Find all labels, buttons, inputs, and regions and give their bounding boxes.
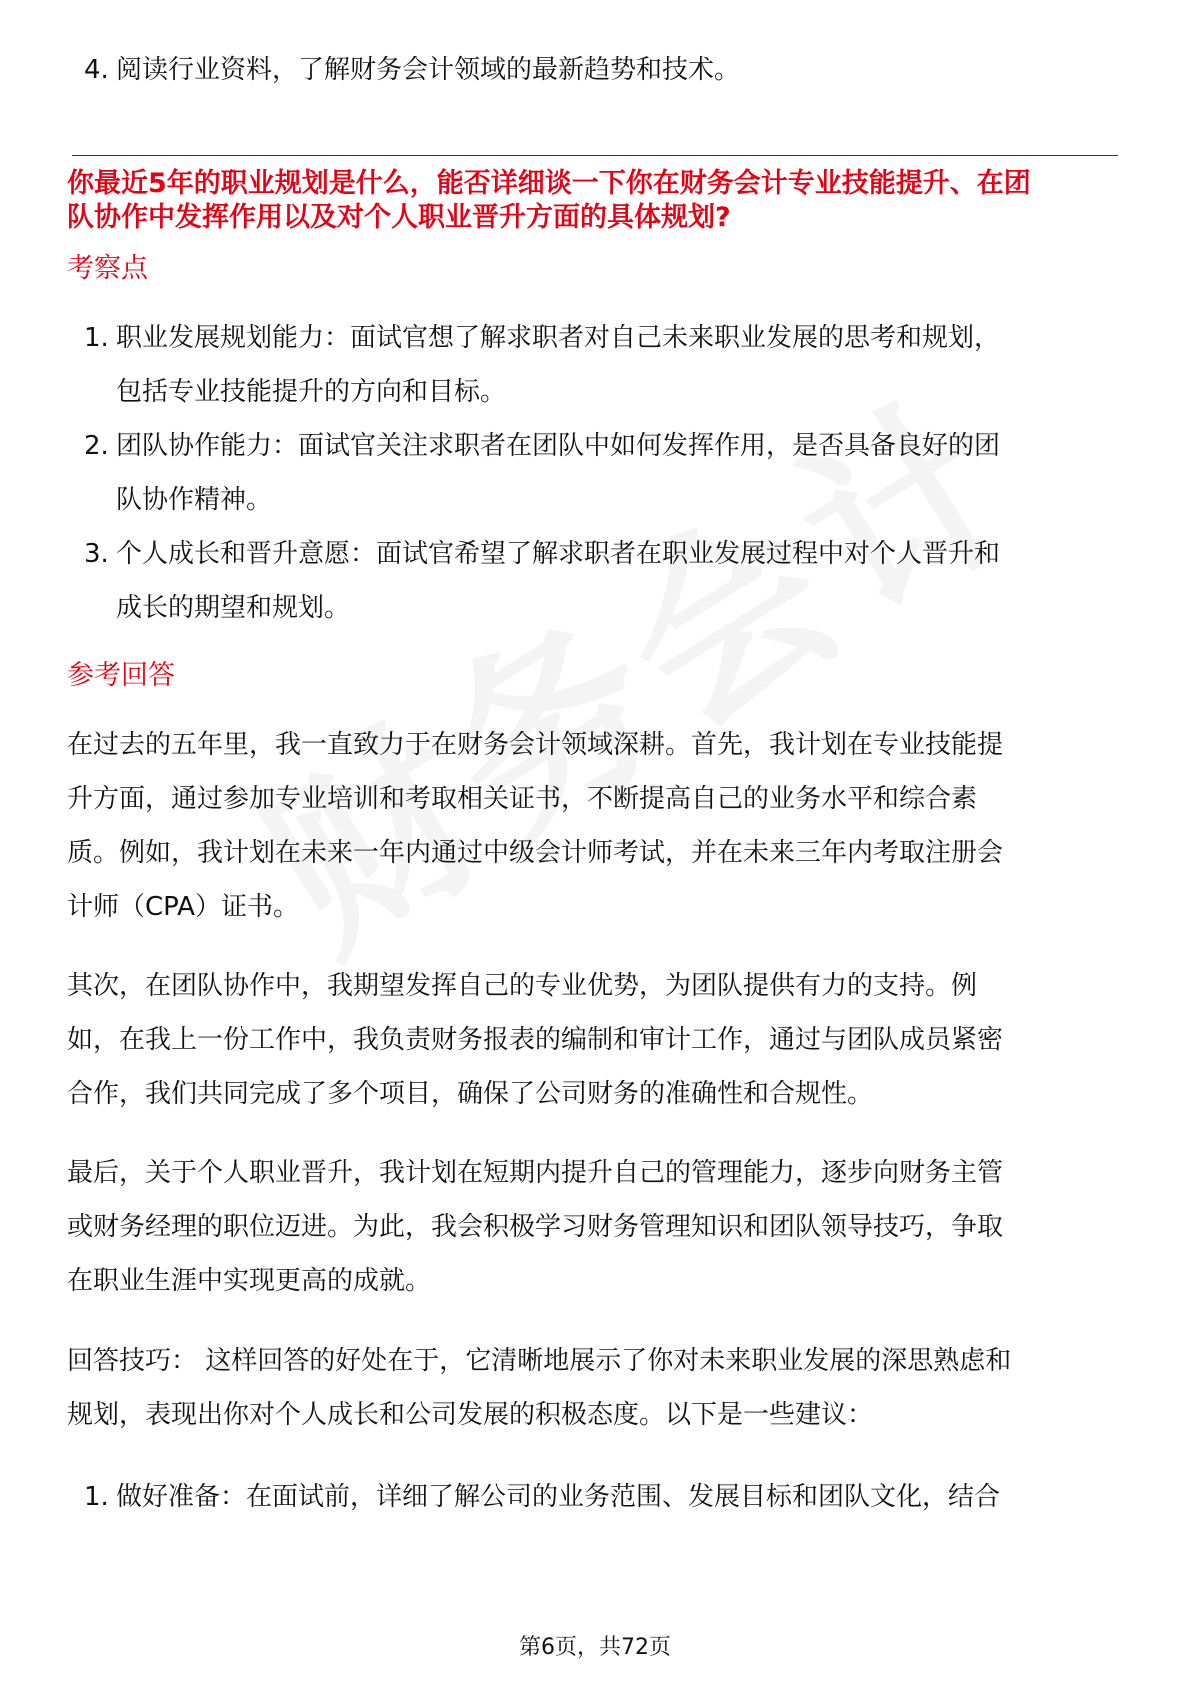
question-line-1: 你最近5年的职业规划是什么，能否详细谈一下你在财务会计专业技能提升、在团 [67, 168, 1031, 199]
answer-p1-line-3: 质。例如，我计划在未来一年内通过中级会计师考试，并在未来三年内考取注册会 [67, 838, 1004, 868]
answer-p1-line-2: 升方面，通过参加专业培训和考取相关证书，不断提高自己的业务水平和综合素 [67, 784, 978, 814]
exam-point-1-line-2: 包括专业技能提升的方向和目标。 [116, 377, 507, 407]
answer-p3-line-1: 最后，关于个人职业晋升，我计划在短期内提升自己的管理能力，逐步向财务主管 [67, 1158, 1004, 1188]
exam-point-2-line-1: 团队协作能力：面试官关注求职者在团队中如何发挥作用，是否具备良好的团 [116, 431, 1001, 461]
answer-p2-line-1: 其次，在团队协作中，我期望发挥自己的专业优势，为团队提供有力的支持。例 [67, 971, 978, 1001]
tips-line-1: 回答技巧： 这样回答的好处在于，它清晰地展示了你对未来职业发展的深思熟虑和 [67, 1346, 1012, 1376]
exam-point-2-line-2: 队协作精神。 [116, 485, 273, 515]
answer-p2-line-2: 如，在我上一份工作中，我负责财务报表的编制和审计工作，通过与团队成员紧密 [67, 1025, 1004, 1055]
list-number: 1. [84, 323, 109, 353]
list-number: 3. [84, 539, 109, 569]
section-divider [72, 155, 1118, 156]
list-number: 2. [84, 431, 109, 461]
answer-p2-line-3: 合作，我们共同完成了多个项目，确保了公司财务的准确性和合规性。 [67, 1079, 874, 1109]
tip-item-1-text: 做好准备：在面试前，详细了解公司的业务范围、发展目标和团队文化，结合 [116, 1482, 1001, 1512]
answer-p1-line-4: 计师（CPA）证书。 [67, 892, 299, 922]
watermark [205, 357, 1114, 1184]
list-item-text: 阅读行业资料，了解财务会计领域的最新趋势和技术。 [116, 55, 741, 85]
question-line-2: 队协作中发挥作用以及对个人职业晋升方面的具体规划? [67, 202, 731, 233]
reference-answer-heading: 参考回答 [67, 660, 175, 691]
answer-p3-line-3: 在职业生涯中实现更高的成就。 [67, 1266, 432, 1296]
answer-p3-line-2: 或财务经理的职位迈进。为此，我会积极学习财务管理知识和团队领导技巧，争取 [67, 1212, 1004, 1242]
page-footer: 第6页，共72页 [519, 1635, 671, 1660]
list-number: 1. [84, 1482, 109, 1512]
answer-p1-line-1: 在过去的五年里，我一直致力于在财务会计领域深耕。首先，我计划在专业技能提 [67, 730, 1004, 760]
exam-point-3-line-1: 个人成长和晋升意愿：面试官希望了解求职者在职业发展过程中对个人晋升和 [116, 539, 1001, 569]
tips-line-2: 规划，表现出你对个人成长和公司发展的积极态度。以下是一些建议： [67, 1400, 874, 1430]
list-number: 4. [84, 55, 109, 85]
exam-points-heading: 考察点 [67, 253, 148, 284]
exam-point-3-line-2: 成长的期望和规划。 [116, 593, 351, 623]
exam-point-1-line-1: 职业发展规划能力：面试官想了解求职者对自己未来职业发展的思考和规划， [116, 323, 1001, 353]
